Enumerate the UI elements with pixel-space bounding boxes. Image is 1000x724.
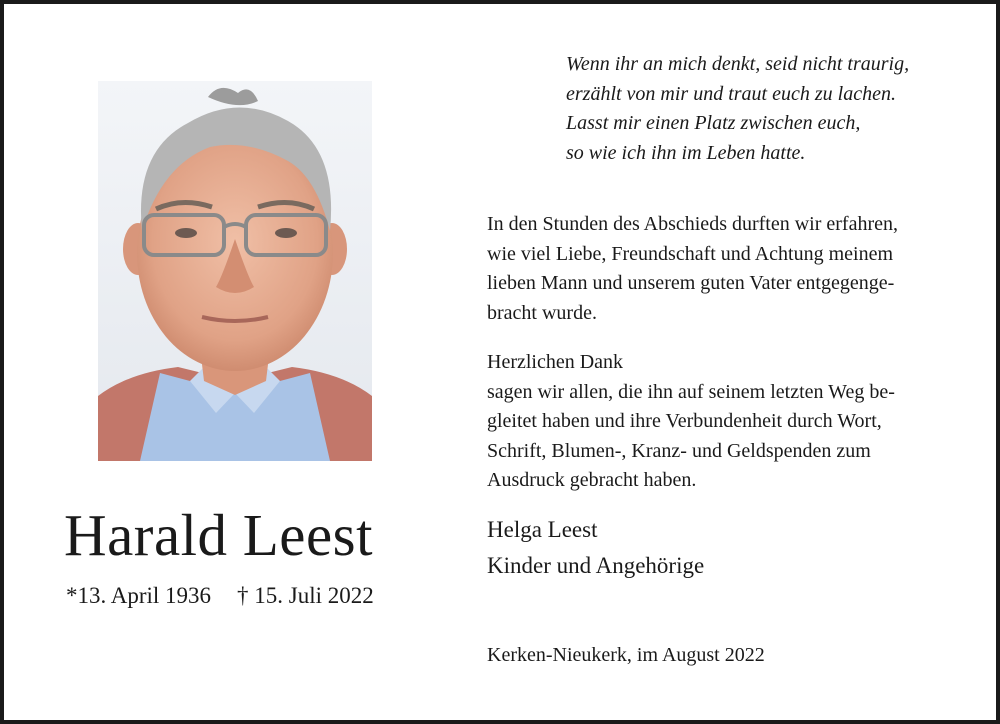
text-line: Schrift, Blumen-, Kranz- und Geldspenden zum xyxy=(487,439,871,462)
text-line: lieben Mann und unserem guten Vater entgegenge- xyxy=(487,272,895,294)
death-date: † 15. Juli 2022 xyxy=(237,583,374,608)
signers xyxy=(487,512,704,584)
poem-line: erzählt von mir und traut euch zu lachen. xyxy=(566,82,896,105)
life-dates xyxy=(66,583,374,609)
text-line: gleitet haben und ihre Verbundenheit durch Wort, xyxy=(487,410,882,432)
birth-date: *13. April 1936 xyxy=(66,583,212,608)
farewell-paragraph xyxy=(487,210,987,328)
memorial-poem xyxy=(566,50,986,168)
text-line: In den Stunden des Abschieds durften wir erfahren, xyxy=(487,213,898,235)
thanks-paragraph xyxy=(487,348,895,496)
poem-line: so wie ich ihn im Leben hatte. xyxy=(566,141,806,164)
portrait-photo xyxy=(98,81,372,461)
signer-name: Helga Leest xyxy=(487,517,598,542)
place-and-date: Kerken-Nieukerk, im August 2022 xyxy=(487,644,765,666)
text-line: wie viel Liebe, Freundschaft und Achtung meinem xyxy=(487,242,894,265)
poem-line: Lasst mir einen Platz zwischen euch, xyxy=(566,112,861,134)
poem-line: Wenn ihr an mich denkt, seid nicht traurig, xyxy=(566,53,910,75)
text-line: bracht wurde. xyxy=(487,301,597,324)
deceased-name: Harald Leest xyxy=(64,502,374,568)
text-line: sagen wir allen, die ihn auf seinem letzten Weg be- xyxy=(487,380,895,403)
signer-name: Kinder und Angehörige xyxy=(487,553,705,578)
text-line: Ausdruck gebracht haben. xyxy=(487,469,697,491)
thanks-heading: Herzlichen Dank xyxy=(487,351,624,373)
